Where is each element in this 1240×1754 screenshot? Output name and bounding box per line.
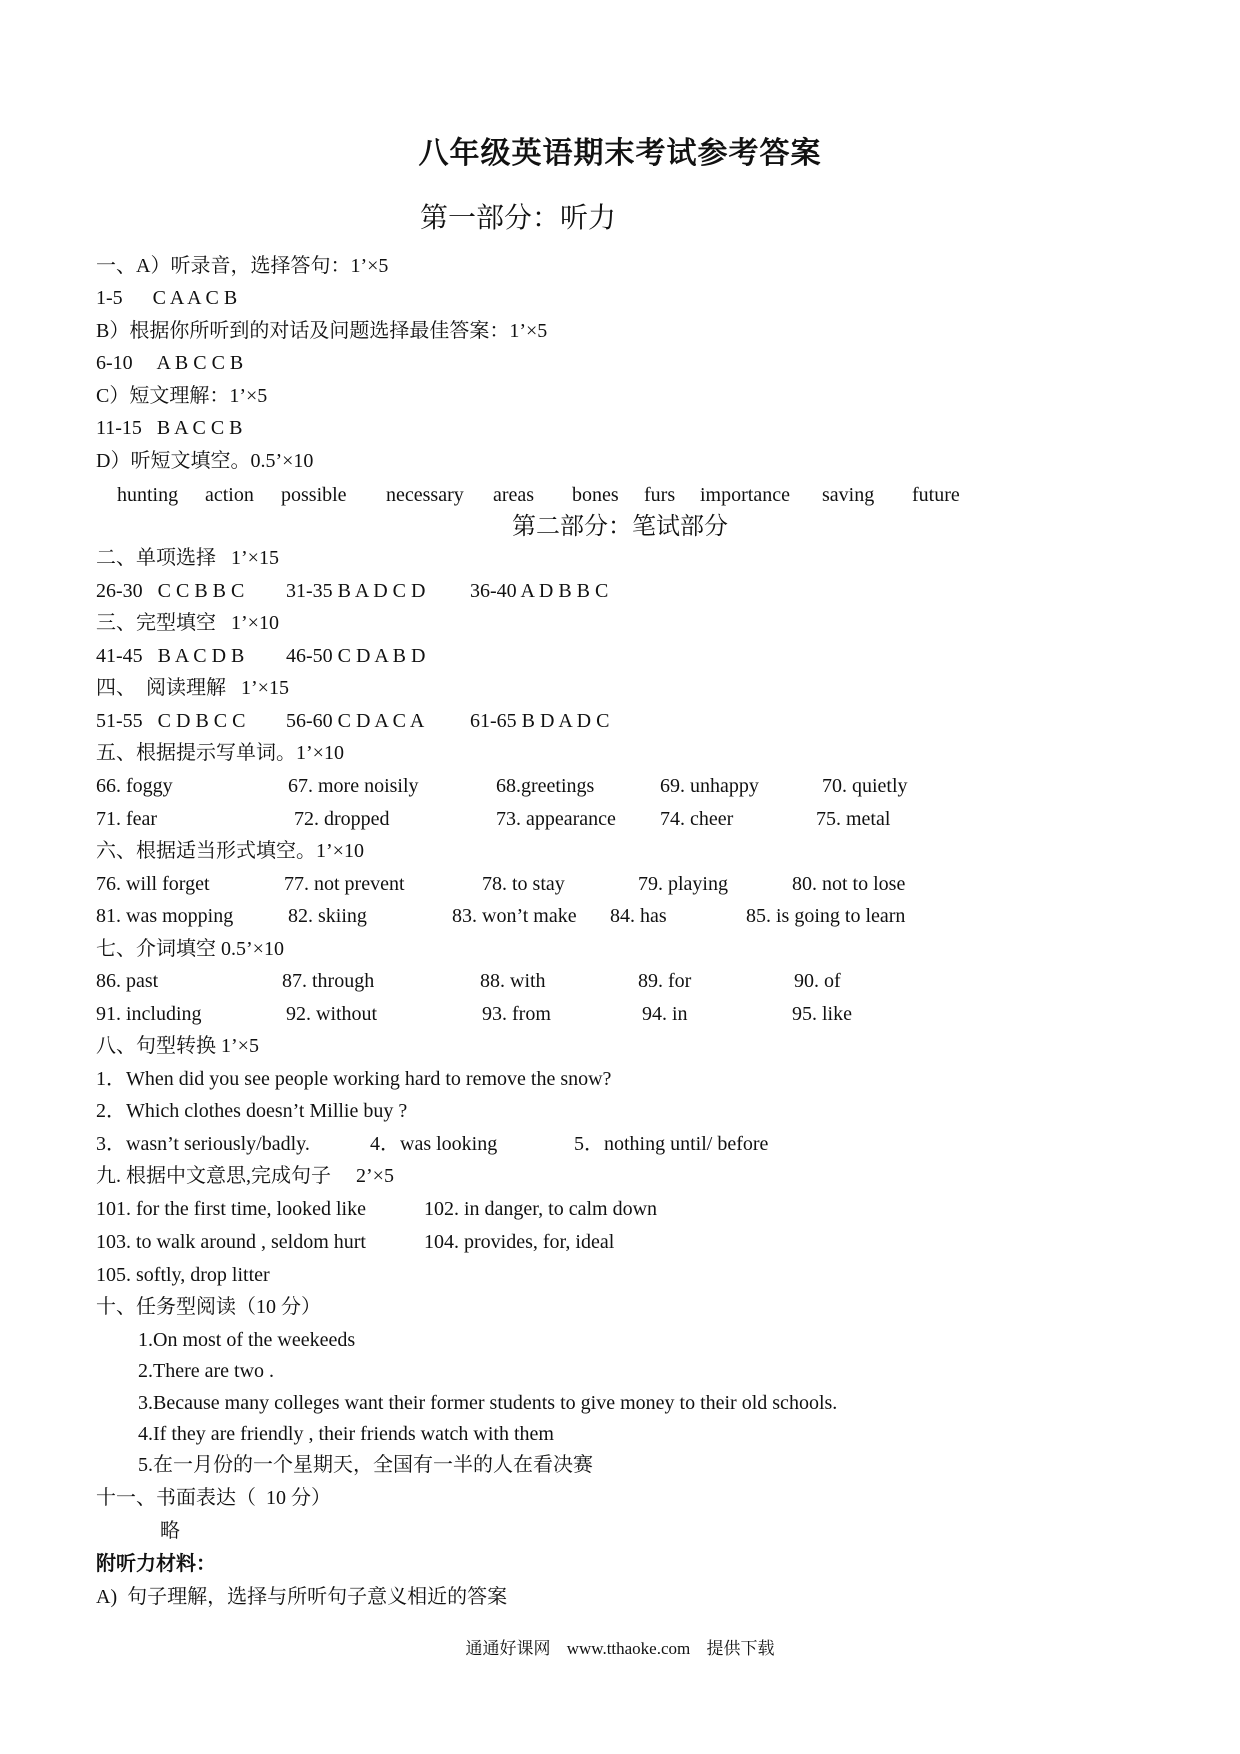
answer-item: 70. quietly	[822, 775, 908, 797]
section-11-body: 略	[160, 1520, 180, 1542]
word-item: possible	[281, 484, 347, 506]
answer-group: 56-60 C D A C A	[286, 710, 425, 732]
section-9-heading: 九. 根据中文意思,完成句子 2’×5	[96, 1165, 394, 1187]
word-item: hunting	[117, 484, 179, 506]
answer-group: 26-30 C C B B C	[96, 580, 245, 602]
footer-note: 提供下载	[706, 1639, 775, 1658]
task-reading-answer: 5.在一月份的一个星期天，全国有一半的人在看决赛	[138, 1454, 593, 1476]
word-item: areas	[493, 484, 535, 506]
section-2-heading: 二、单项选择 1’×15	[96, 547, 279, 569]
answer-item: 77. not prevent	[284, 873, 405, 895]
answer-item: 71. fear	[96, 808, 158, 830]
answer-item: 75. metal	[816, 808, 891, 830]
section-6-heading: 六、根据适当形式填空。1’×10	[96, 840, 364, 862]
answer-item: 5．nothing until/ before	[574, 1133, 769, 1155]
word-item: necessary	[386, 484, 464, 506]
section-1a-heading: 一、A）听录音，选择答句：1’×5	[96, 255, 389, 277]
section-1c-heading: C）短文理解：1’×5	[96, 385, 268, 407]
answer-item: 74. cheer	[660, 808, 734, 830]
answer-sentence: 2．Which clothes doesn’t Millie buy ?	[96, 1100, 408, 1122]
answer-item: 101. for the first time, looked like	[96, 1198, 366, 1220]
answer-item: 82. skiing	[288, 905, 367, 927]
answer-item: 81. was mopping	[96, 905, 234, 927]
answer-item: 95. like	[792, 1003, 852, 1025]
section-1b-answers: 6-10 A B C C B	[96, 352, 244, 374]
task-reading-answer: 3.Because many colleges want their former students to give money to their old schools.	[138, 1392, 838, 1414]
answer-item: 78. to stay	[482, 873, 565, 895]
answer-item: 73. appearance	[496, 808, 616, 830]
task-reading-answer: 1.On most of the weekeeds	[138, 1329, 356, 1351]
answer-item: 86. past	[96, 970, 159, 992]
answer-item: 94. in	[642, 1003, 688, 1025]
answer-group: 51-55 C D B C C	[96, 710, 246, 732]
part2-heading: 第二部分：笔试部分	[512, 514, 728, 540]
answer-item: 3．wasn’t seriously/badly.	[96, 1133, 310, 1155]
task-reading-answer: 4.If they are friendly , their friends watch with them	[138, 1423, 554, 1445]
answer-sentence: 1．When did you see people working hard to remove the snow?	[96, 1068, 612, 1090]
page-footer	[0, 1634, 1240, 1659]
section-1b-heading: B）根据你所听到的对话及问题选择最佳答案：1’×5	[96, 320, 548, 342]
answer-item: 92. without	[286, 1003, 378, 1025]
part1-heading: 第一部分：听力	[420, 203, 617, 234]
section-8-heading: 八、句型转换 1’×5	[96, 1035, 259, 1057]
section-5-heading: 五、根据提示写单词。1’×10	[96, 742, 344, 764]
section-7-heading: 七、介词填空 0.5’×10	[96, 938, 284, 960]
answer-item: 67. more noisily	[288, 775, 419, 797]
word-item: bones	[572, 484, 619, 506]
answer-item: 80. not to lose	[792, 873, 906, 895]
task-reading-answer: 2.There are two .	[138, 1360, 275, 1382]
section-3-heading: 三、完型填空 1’×10	[96, 612, 279, 634]
answer-item: 90. of	[794, 970, 841, 992]
answer-item: 66. foggy	[96, 775, 173, 797]
answer-item: 103. to walk around , seldom hurt	[96, 1231, 366, 1253]
appendix-section-a: A) 句子理解，选择与所听句子意义相近的答案	[96, 1586, 508, 1608]
answer-item: 72. dropped	[294, 808, 390, 830]
footer-url[interactable]: www.tthaoke.com	[566, 1639, 691, 1658]
word-item: importance	[700, 484, 790, 506]
answer-item: 68.greetings	[496, 775, 595, 797]
answer-item: 4．was looking	[370, 1133, 498, 1155]
answer-item: 76. will forget	[96, 873, 210, 895]
answer-group: 31-35 B A D C D	[286, 580, 426, 602]
answer-group: 61-65 B D A D C	[470, 710, 610, 732]
answer-item: 102. in danger, to calm down	[424, 1198, 658, 1220]
answer-item: 83. won’t make	[452, 905, 577, 927]
section-10-heading: 十、任务型阅读（10 分）	[96, 1296, 321, 1318]
section-1d-heading: D）听短文填空。0.5’×10	[96, 450, 314, 472]
word-item: furs	[644, 484, 676, 506]
word-item: saving	[822, 484, 875, 506]
answer-group: 41-45 B A C D B	[96, 645, 245, 667]
answer-item: 85. is going to learn	[746, 905, 906, 927]
section-4-heading: 四、 阅读理解 1’×15	[96, 677, 289, 699]
answer-group: 46-50 C D A B D	[286, 645, 426, 667]
answer-item: 69. unhappy	[660, 775, 759, 797]
word-item: action	[205, 484, 254, 506]
section-1c-answers: 11-15 B A C C B	[96, 417, 243, 439]
answer-item: 79. playing	[638, 873, 728, 895]
answer-item: 105. softly, drop litter	[96, 1264, 270, 1286]
answer-item: 91. including	[96, 1003, 202, 1025]
answer-group: 36-40 A D B B C	[470, 580, 609, 602]
answer-item: 88. with	[480, 970, 546, 992]
answer-item: 84. has	[610, 905, 667, 927]
section-11-heading: 十一、书面表达（ 10 分）	[96, 1487, 331, 1509]
word-item: future	[912, 484, 960, 506]
answer-item: 104. provides, for, ideal	[424, 1231, 615, 1253]
footer-site-name: 通通好课网	[465, 1639, 551, 1658]
answer-item: 87. through	[282, 970, 375, 992]
page-title: 八年级英语期末考试参考答案	[418, 137, 822, 170]
section-1a-answers: 1-5 C A A C B	[96, 287, 238, 309]
answer-item: 89. for	[638, 970, 692, 992]
appendix-heading: 附听力材料：	[96, 1553, 216, 1575]
answer-item: 93. from	[482, 1003, 551, 1025]
